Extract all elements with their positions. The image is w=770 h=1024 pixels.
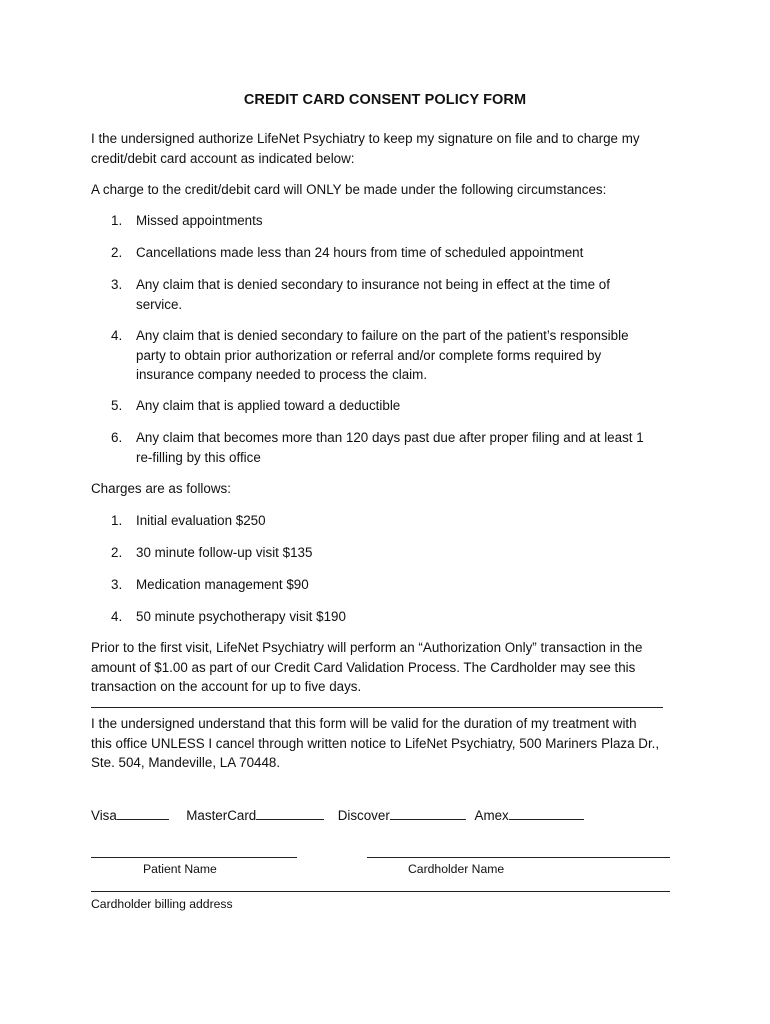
list-text: service. [136,296,183,312]
list-item [111,211,671,231]
cardholder-name-line[interactable] [367,857,670,858]
authorization-line: transaction on the account for up to five days. [91,679,362,694]
intro-paragraph [91,129,681,168]
discover-blank[interactable] [390,805,466,820]
charge-item [111,543,671,563]
list-item [111,428,671,467]
list-number: 4. [111,328,123,343]
validity-line: Ste. 504, Mandeville, LA 70448. [91,755,281,770]
intro-line: I the undersigned authorize LifeNet Psychiatry to keep my signature on file and to charge my [91,131,640,146]
list-text: party to obtain prior authorization or referral and/or complete forms required by [136,347,602,363]
list-text: Missed appointments [136,213,263,228]
mastercard-blank[interactable] [256,805,324,820]
charge-text: Medication management $90 [136,577,309,592]
list-item [111,326,671,385]
list-number: 2. [111,245,123,260]
billing-address-label: Cardholder billing address [91,897,233,911]
authorization-line: Prior to the first visit, LifeNet Psychiatry will perform an “Authorization Only” transaction in the [91,640,643,655]
list-number: 3. [111,577,123,592]
list-number: 3. [111,277,123,292]
visa-label: Visa [91,808,117,823]
charges-heading: Charges are as follows: [91,481,231,496]
charge-text: Initial evaluation $250 [136,513,266,528]
charge-item [111,575,671,595]
circumstances-heading: A charge to the credit/debit card will ONLY be made under the following circumstances: [91,182,607,197]
validity-line: this office UNLESS I cancel through written notice to LifeNet Psychiatry, 500 Mariners Plaza Dr., [91,735,660,751]
list-number: 1. [111,213,123,228]
discover-label: Discover [337,808,390,823]
form-title: CREDIT CARD CONSENT POLICY FORM [243,92,527,108]
list-item [111,396,671,416]
list-text: Any claim that becomes more than 120 days past due after proper filing and at least 1 [136,430,644,445]
charge-item [111,511,671,531]
charge-text: 30 minute follow-up visit $135 [136,545,313,560]
charge-item [111,607,671,627]
list-text: insurance company needed to process the claim. [136,367,428,382]
list-number: 2. [111,545,123,560]
amex-label: Amex [474,808,509,823]
amex-blank[interactable] [509,805,584,820]
list-number: 1. [111,513,123,528]
divider-line [91,707,663,708]
card-type-row [91,805,584,825]
list-text: Any claim that is applied toward a deductible [136,398,401,413]
billing-address-line[interactable] [91,891,670,892]
intro-line: credit/debit card account as indicated below: [91,150,355,166]
list-item [111,275,671,314]
list-text: Any claim that is denied secondary to failure on the part of the patient’s responsible [136,328,629,343]
charge-text: 50 minute psychotherapy visit $190 [136,609,346,624]
validity-line: I the undersigned understand that this form will be valid for the duration of my treatment with [91,716,637,731]
mastercard-label: MasterCard [186,808,257,823]
authorization-paragraph [91,638,681,697]
list-item [111,243,671,263]
patient-name-line[interactable] [91,857,297,858]
list-text: Cancellations made less than 24 hours from time of scheduled appointment [136,245,584,260]
cardholder-name-label: Cardholder Name [408,862,505,876]
list-number: 6. [111,430,123,445]
list-text: Any claim that is denied secondary to insurance not being in effect at the time of [136,277,610,292]
list-number: 4. [111,609,123,624]
visa-blank[interactable] [117,805,169,820]
list-number: 5. [111,398,123,413]
validity-paragraph [91,714,681,773]
list-text: re-filling by this office [136,449,261,465]
authorization-line: amount of $1.00 as part of our Credit Card Validation Process. The Cardholder may see this [91,659,636,675]
patient-name-label: Patient Name [143,862,217,876]
